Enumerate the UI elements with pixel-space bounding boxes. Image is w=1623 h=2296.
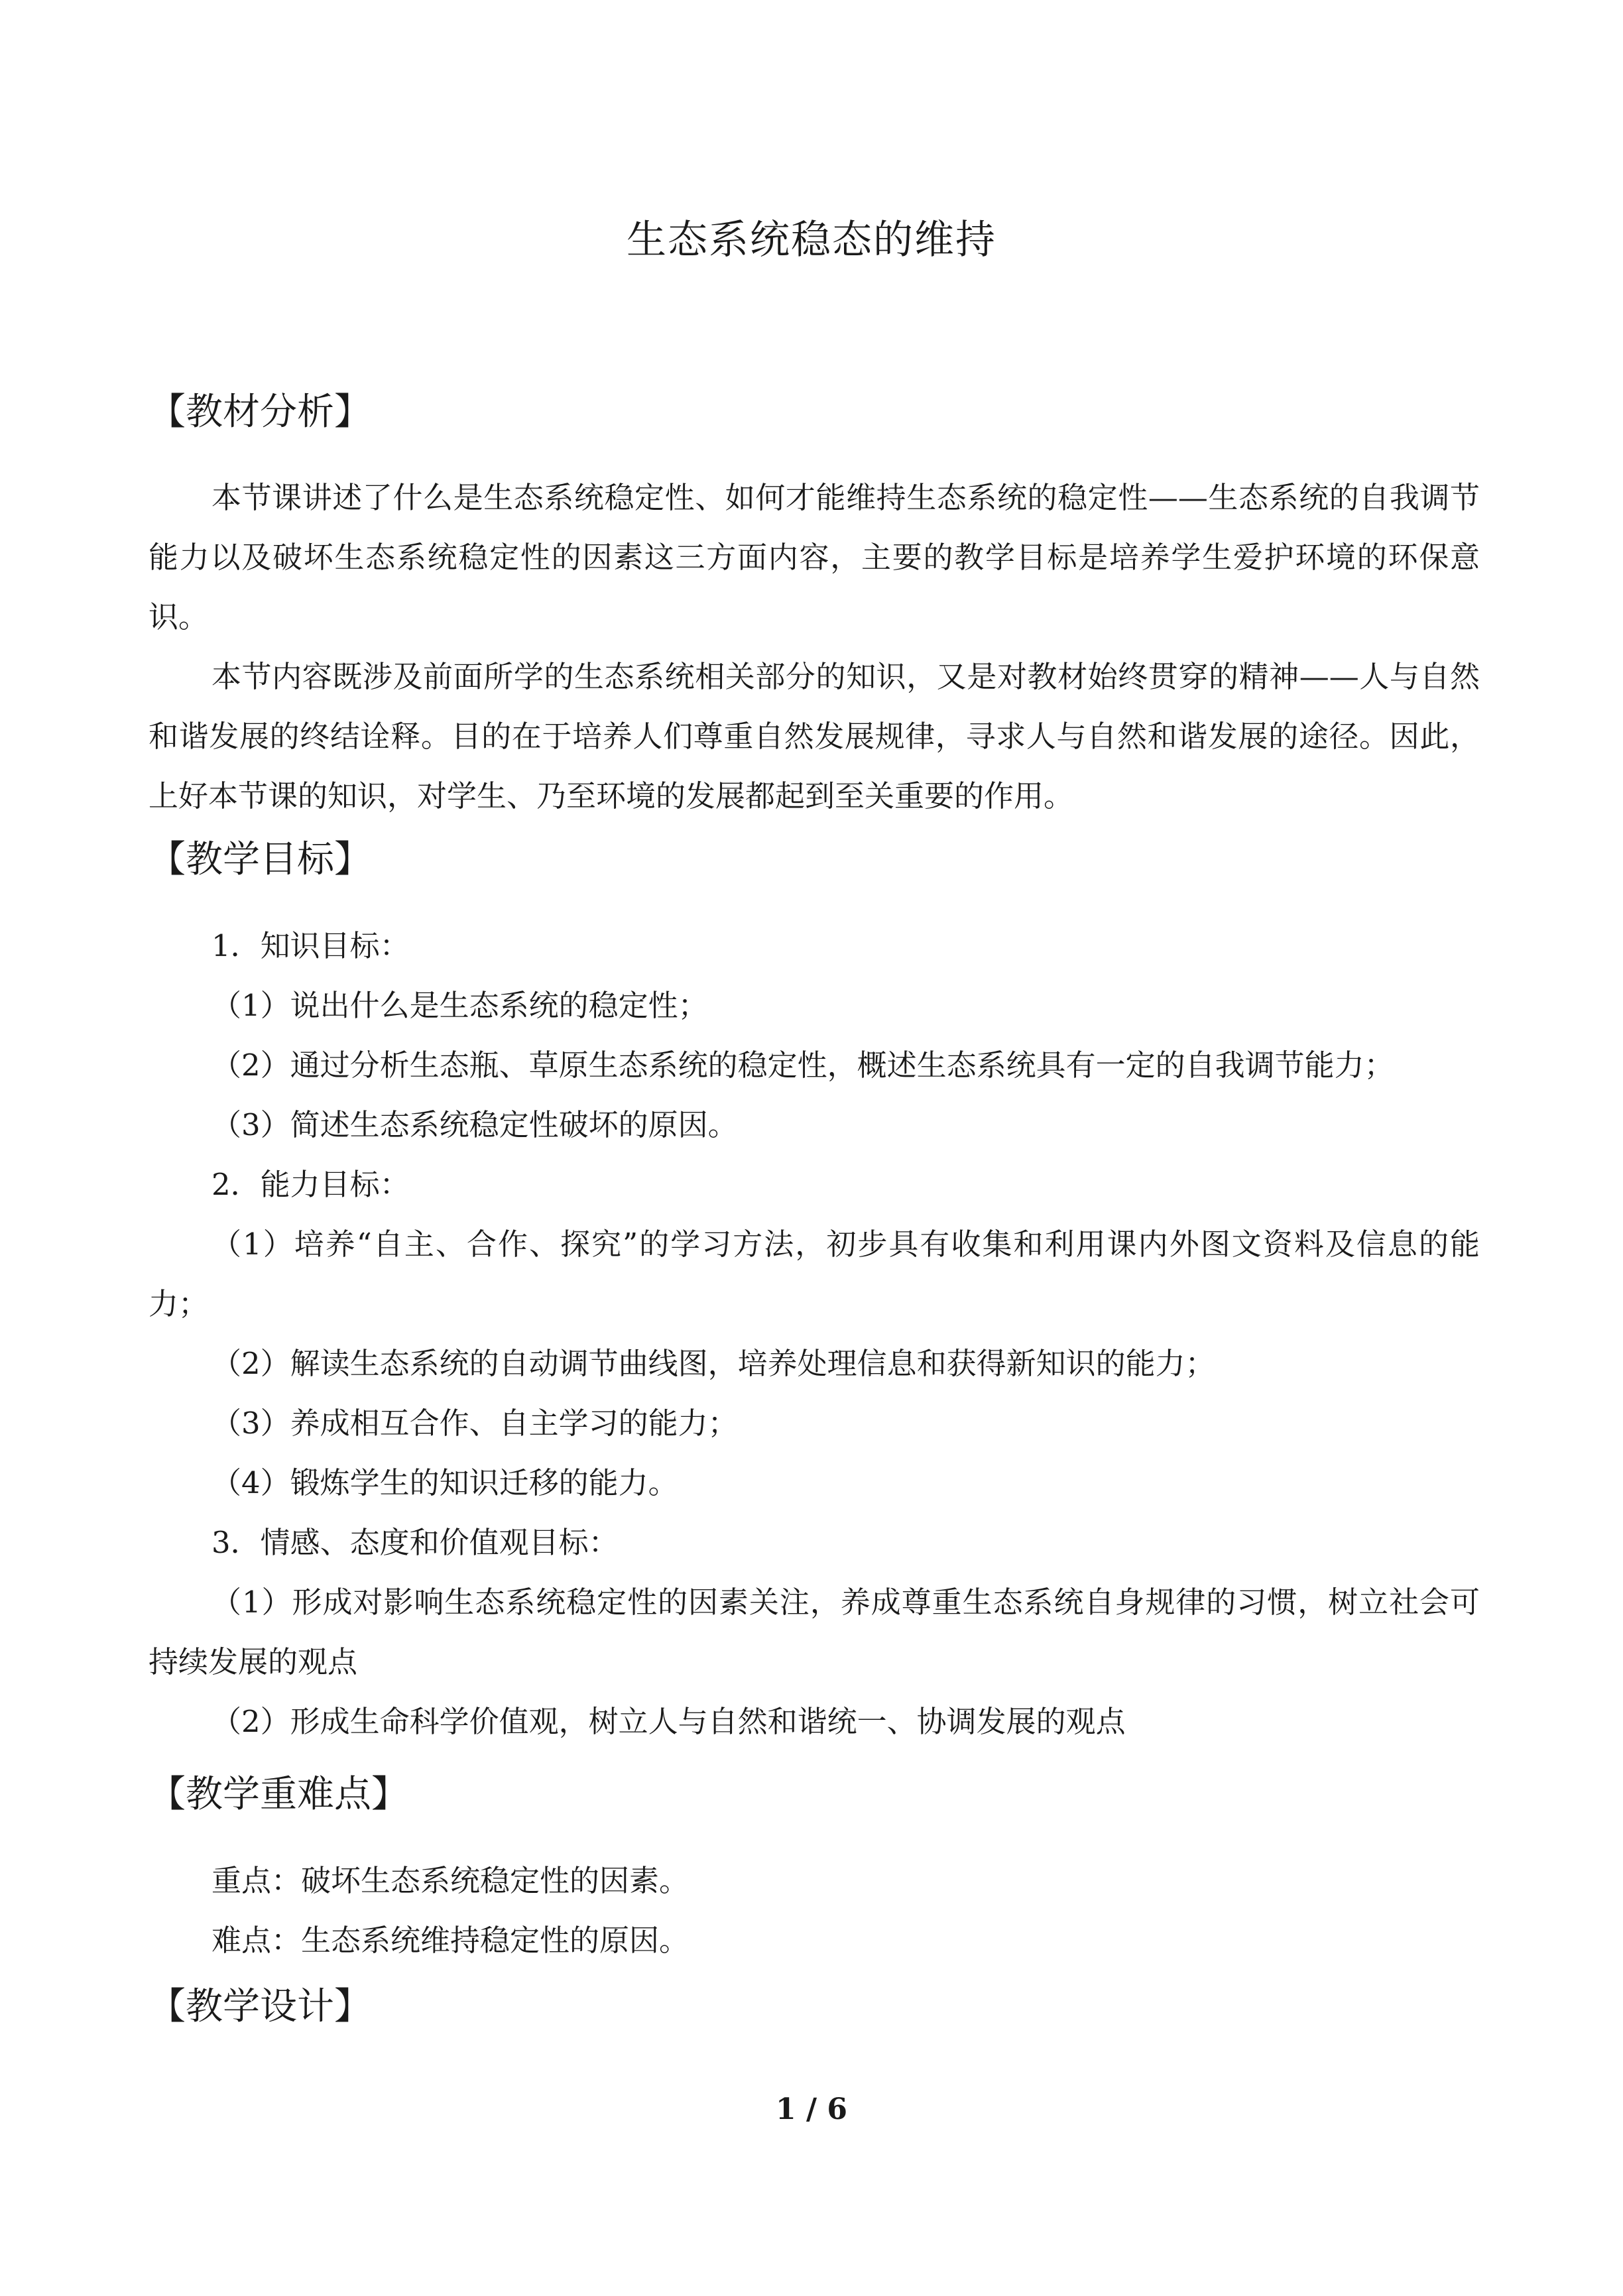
emotion-goal-label: 3．情感、态度和价值观目标：	[211, 1525, 619, 1560]
section-heading-analysis: 【教材分析】	[149, 391, 371, 434]
section-heading-goals: 【教学目标】	[149, 838, 371, 881]
key-point-focus: 重点：破坏生态系统稳定性的因素。	[211, 1863, 690, 1898]
document-title: 生态系统稳态的维持	[627, 217, 996, 263]
page-number: 1 / 6	[776, 2092, 847, 2126]
knowledge-goal-item-3: （3）简述生态系统稳定性破坏的原因。	[211, 1107, 738, 1142]
emotion-goal-item-1: （1）形成对影响生态系统稳定性的因素关注，养成尊重生态系统自身规律的习惯，树立社会可持续发展的观点	[149, 1585, 1480, 1679]
ability-goal-label: 2．能力目标：	[211, 1167, 410, 1202]
key-point-difficulty: 难点：生态系统维持稳定性的原因。	[211, 1923, 690, 1958]
ability-goal-item-3: （3）养成相互合作、自主学习的能力；	[211, 1406, 738, 1441]
ability-goal-item-2: （2）解读生态系统的自动调节曲线图，培养处理信息和获得新知识的能力；	[211, 1346, 1215, 1381]
analysis-paragraph-1: 本节课讲述了什么是生态系统稳定性、如何才能维持生态系统的稳定性——生态系统的自我调节能力以及破坏生态系统稳定性的因素这三方面内容，主要的教学目标是培养学生爱护环境的环保意识。	[149, 480, 1480, 634]
ability-goal-item-1: （1）培养“自主、合作、探究”的学习方法，初步具有收集和利用课内外图文资料及信息的能力；	[149, 1227, 1480, 1321]
analysis-paragraph-2: 本节内容既涉及前面所学的生态系统相关部分的知识，又是对教材始终贯穿的精神——人与自然和谐发展的终结诠释。目的在于培养人们尊重自然发展规律，寻求人与自然和谐发展的途径。因此，上好本节课的知识，对学生、乃至环境的发展都起到至关重要的作用。	[149, 659, 1480, 814]
section-heading-design: 【教学设计】	[149, 1985, 371, 2028]
knowledge-goal-item-2: （2）通过分析生态瓶、草原生态系统的稳定性，概述生态系统具有一定的自我调节能力；	[211, 1048, 1394, 1083]
section-heading-key-points: 【教学重难点】	[149, 1773, 408, 1816]
ability-goal-item-4: （4）锻炼学生的知识迁移的能力。	[211, 1465, 678, 1500]
emotion-goal-item-2: （2）形成生命科学价值观，树立人与自然和谐统一、协调发展的观点	[211, 1704, 1126, 1739]
knowledge-goal-item-1: （1）说出什么是生态系统的稳定性；	[211, 988, 708, 1023]
knowledge-goal-label: 1．知识目标：	[211, 928, 410, 963]
